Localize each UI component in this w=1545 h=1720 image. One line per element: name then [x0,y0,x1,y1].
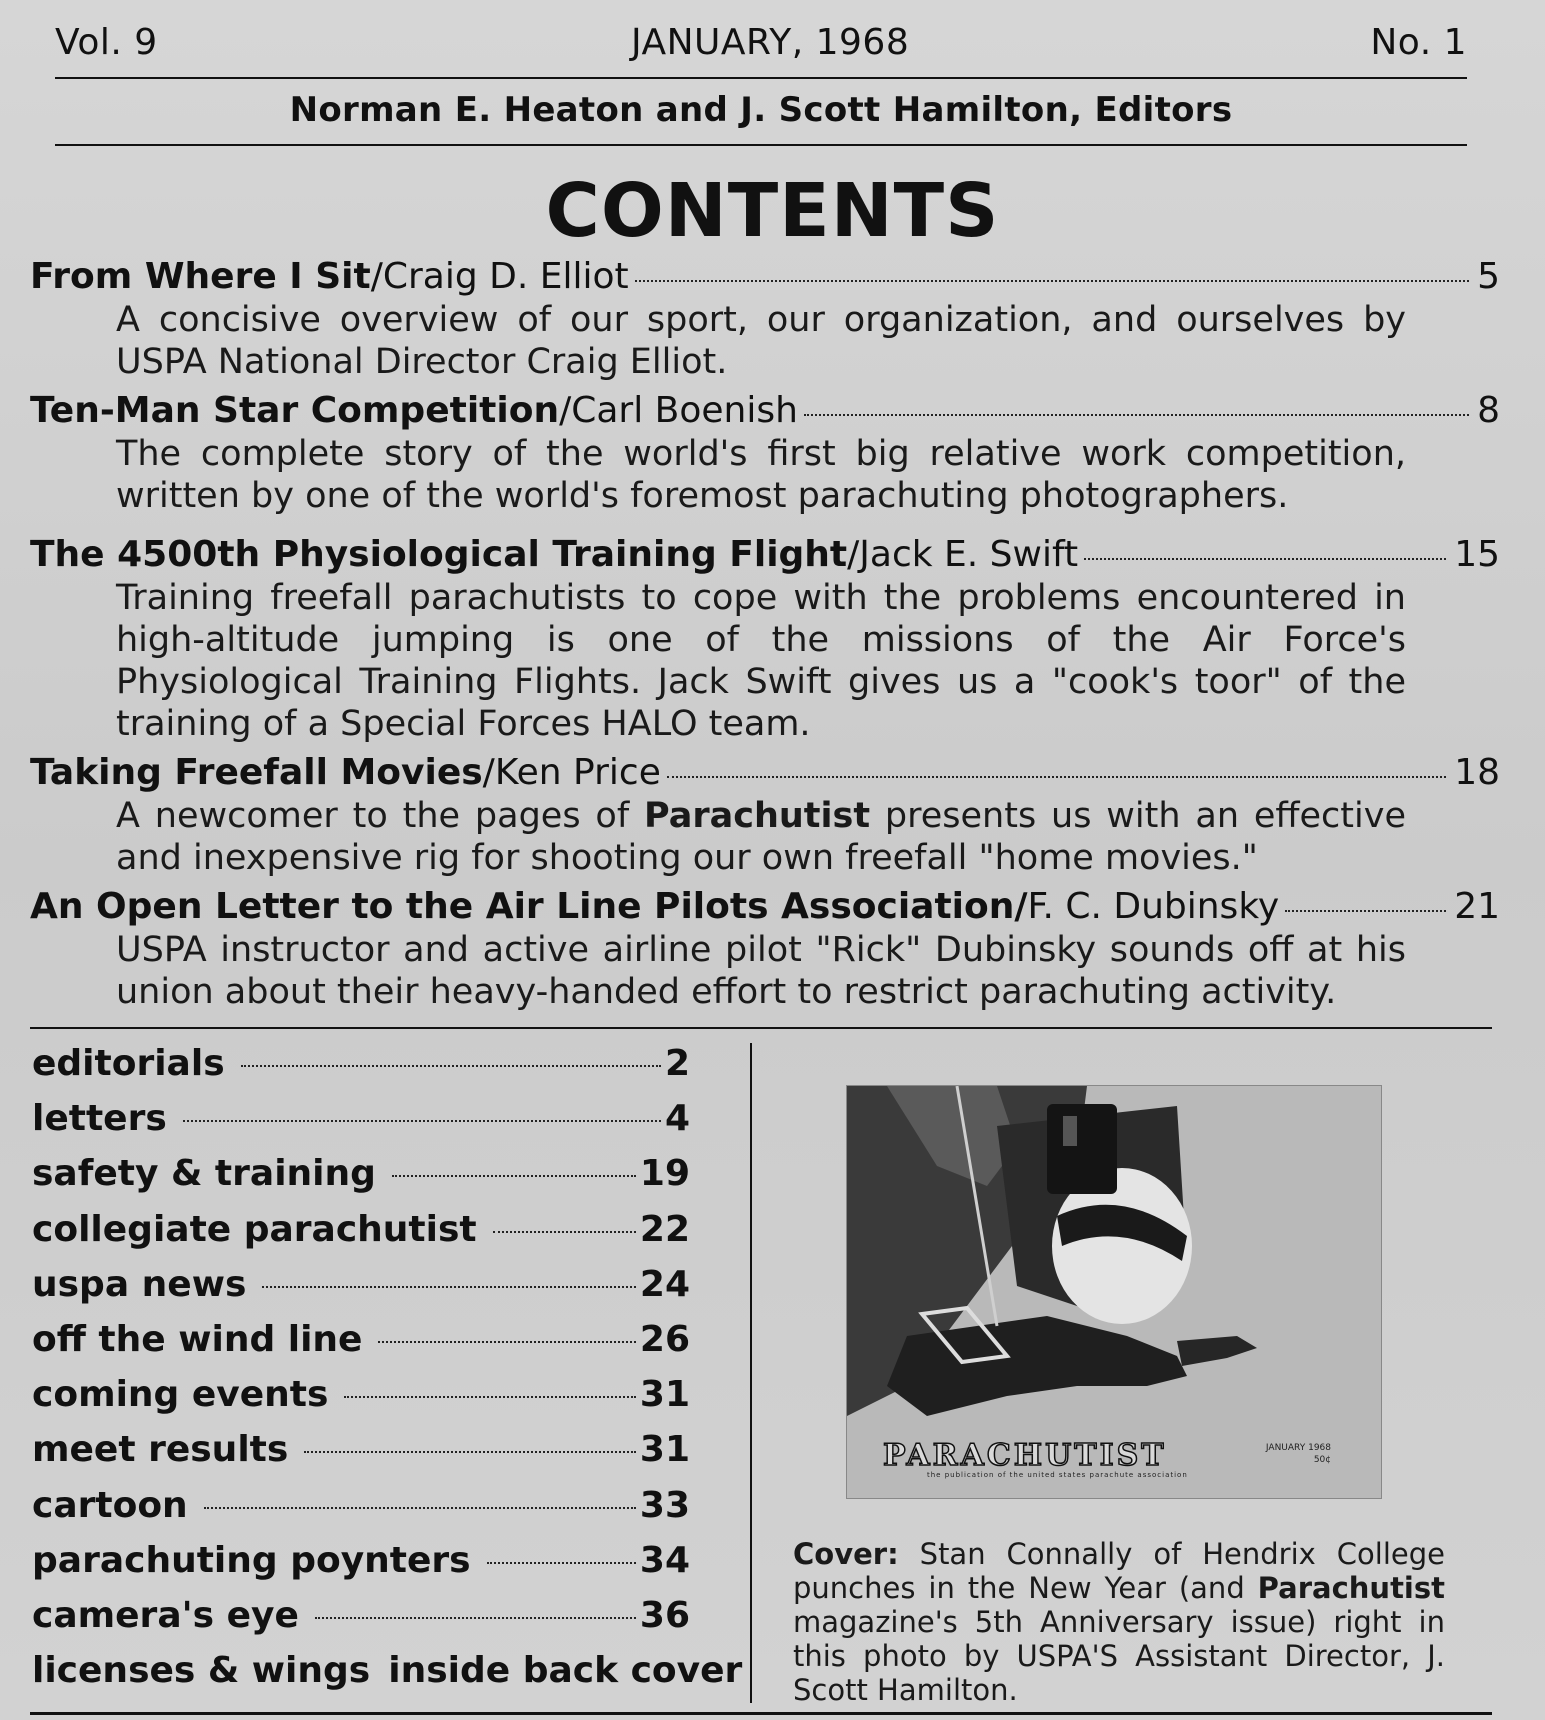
department-label: meet results [32,1429,289,1471]
article-entry[interactable] [30,389,1500,517]
department-label: licenses & wings [32,1650,371,1692]
bottom-rule [30,1712,1492,1715]
department-page: 33 [639,1484,690,1526]
article-page: 15 [1454,534,1500,575]
dot-leader [315,1617,636,1619]
article-page: 18 [1454,752,1500,793]
department-label: letters [32,1098,167,1140]
volume-label: Vol. 9 [55,22,158,63]
dot-leader [804,414,1469,416]
department-page: 31 [639,1374,690,1416]
cover-caption [793,1537,1445,1707]
article-heading [30,751,1500,795]
cover-photo [846,1085,1382,1499]
article-author: F. C. Dubinsky [1027,886,1280,927]
slash-separator: / [370,256,383,297]
issue-number: No. 1 [1370,22,1467,63]
dot-leader [204,1507,636,1509]
departments-list [32,1043,743,1705]
dot-leader [392,1175,636,1177]
caption-text: magazine's 5th Anniversary issue) right in this photo by USPA'S Assistant Director, J. Scott Hamilton. [793,1605,1445,1707]
cover-date: JANUARY 1968 [1265,1443,1331,1453]
article-heading [30,255,1500,299]
department-label: parachuting poynters [32,1539,471,1581]
department-page: 4 [664,1098,690,1140]
editors-line: Norman E. Heaton and J. Scott Hamilton, Editors [289,90,1233,130]
article-page: 5 [1477,256,1500,297]
department-page: 34 [639,1539,690,1581]
dot-leader [1084,558,1446,560]
article-author: Ken Price [494,752,661,793]
department-page: 22 [639,1208,690,1250]
description-text: A newcomer to the pages of [116,796,644,836]
article-title: An Open Letter to the Air Line Pilots Association [30,886,1015,927]
department-entry[interactable] [32,1043,690,1098]
department-page: 26 [639,1318,690,1360]
department-page: inside back cover [388,1650,743,1692]
contents-heading: CONTENTS [545,168,1000,254]
dot-leader [667,776,1446,778]
department-entry[interactable] [32,1595,690,1650]
cover-corner-text [1266,1442,1331,1466]
department-label: uspa news [32,1263,247,1305]
department-label: camera's eye [32,1594,299,1636]
article-description [116,795,1406,879]
cover-price: 50¢ [1313,1455,1331,1465]
dot-leader [487,1562,636,1564]
department-label: editorials [32,1043,225,1084]
article-entry[interactable] [30,751,1500,879]
description-text: presents us with an effective and inexpensive rig for shooting our own freefall "home movies." [116,796,1406,878]
section-divider [30,1027,1492,1029]
dot-leader [241,1065,661,1067]
helmet-camera [1047,1104,1117,1194]
department-entry[interactable] [32,1264,690,1319]
article-entry[interactable] [30,885,1500,1013]
magazine-name: Parachutist [643,796,871,836]
article-title: Taking Freefall Movies [30,752,483,793]
article-heading [30,389,1500,433]
department-label: collegiate parachutist [32,1208,477,1250]
article-page: 21 [1454,886,1500,927]
department-page: 19 [639,1153,690,1195]
dot-leader [1285,910,1446,912]
department-entry[interactable] [32,1429,690,1484]
department-label: coming events [32,1374,329,1416]
department-entry[interactable] [32,1098,690,1153]
dot-leader [635,280,1469,282]
masthead-rule [55,77,1467,79]
dot-leader [262,1286,636,1288]
department-entry[interactable] [32,1209,690,1264]
slash-separator: / [559,390,572,431]
department-entry[interactable] [32,1540,690,1595]
dot-leader [304,1451,636,1453]
department-page: 36 [639,1594,690,1636]
skydiver-illustration [847,1086,1381,1498]
dot-leader [493,1231,636,1233]
article-author: Carl Boenish [571,390,798,431]
department-page: 31 [639,1429,690,1471]
article-title: Ten-Man Star Competition [30,390,560,431]
editors-rule [55,144,1467,146]
column-divider [750,1043,752,1703]
caption-label: Cover: [793,1537,899,1571]
department-entry[interactable] [32,1153,690,1208]
caption-text: Stan Connally of Hendrix College punches in the New Year (and [793,1537,1445,1605]
article-title: From Where I Sit [30,256,371,297]
article-title: The 4500th Physiological Training Flight [30,534,848,575]
masthead [55,18,1467,68]
department-label: cartoon [32,1484,188,1526]
article-heading [30,885,1500,929]
article-author: Craig D. Elliot [382,256,629,297]
department-entry[interactable] [32,1374,690,1429]
slash-separator: / [482,752,495,793]
feature-articles [30,255,1500,1019]
camera-lens [1063,1116,1077,1146]
article-heading [30,533,1500,577]
slash-separator: / [847,534,860,575]
article-description: The complete story of the world's first big relative work competition, written by one of the world's foremost parachuting photographers. [116,434,1406,516]
article-description: USPA instructor and active airline pilot "Rick" Dubinsky sounds off at his union about their heavy-handed effort to restrict parachuting activity. [116,930,1406,1012]
article-entry[interactable] [30,533,1500,745]
magazine-name: Parachutist [1257,1571,1445,1605]
department-label: off the wind line [32,1318,363,1360]
article-page: 8 [1477,390,1500,431]
article-description: A concisive overview of our sport, our organization, and ourselves by USPA National Director Craig Elliot. [116,300,1406,382]
department-entry[interactable] [32,1485,690,1540]
issue-date: JANUARY, 1968 [631,22,910,63]
article-description: Training freefall parachutists to cope with the problems encountered in high-altitude jumping is one of the missions of the Air Force's Physiological Training Flights. Jack Swift gives us a "cook's toor" of the training of a Special Forces HALO team. [116,578,1406,744]
department-label: safety & training [32,1153,376,1195]
dot-leader [183,1120,661,1122]
cover-subtitle: the publication of the united states parachute association [927,1471,1188,1479]
department-entry[interactable] [32,1650,743,1705]
slash-separator: / [1014,886,1028,927]
dot-leader [344,1396,635,1398]
department-page: 24 [639,1263,690,1305]
cover-masthead: PARACHUTIST [883,1438,1167,1473]
department-entry[interactable] [32,1319,690,1374]
dot-leader [378,1341,635,1343]
article-author: Jack E. Swift [859,534,1079,575]
department-page: 2 [664,1043,690,1084]
article-entry[interactable] [30,255,1500,383]
